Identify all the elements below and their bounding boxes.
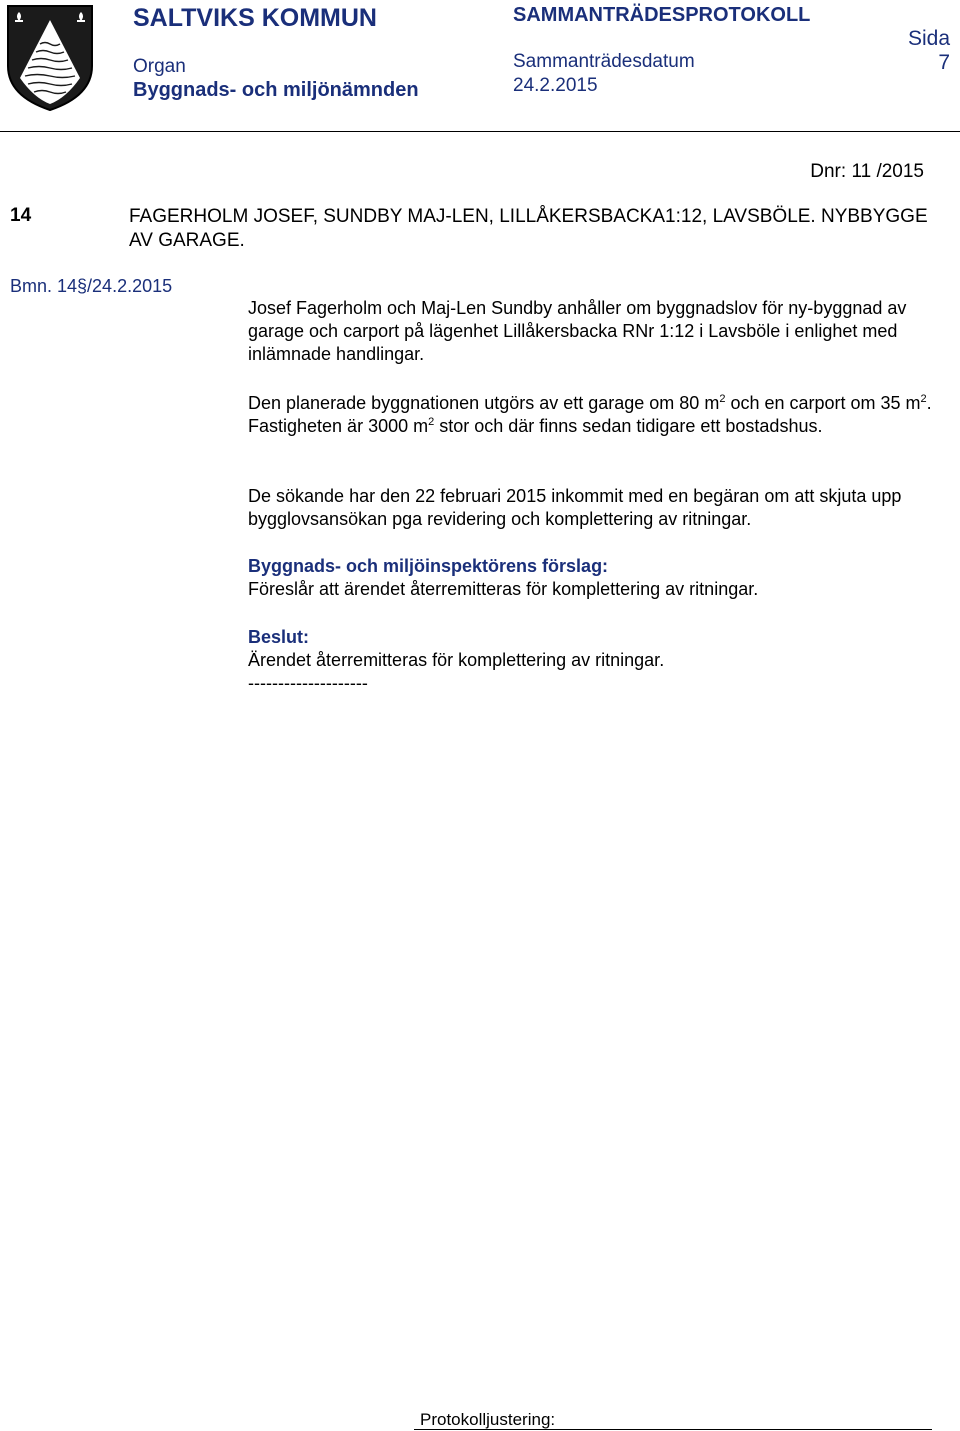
paragraph-property-text bbox=[248, 415, 938, 438]
paragraph-text: Josef Fagerholm och Maj-Len Sundby anhåller om byggnadslov för ny-byggnad av garage och carport på lägenhet Lillåkersbacka RNr 1:12 i Lavsböle i enlighet med inlämnade handlingar. bbox=[248, 298, 907, 364]
diary-number: Dnr: 11 /2015 bbox=[810, 161, 924, 182]
separator-line: -------------------- bbox=[248, 673, 368, 693]
page-label: Sida bbox=[907, 27, 950, 50]
organ-label: Organ bbox=[133, 56, 186, 77]
bmn-reference: Bmn. 14§/24.2.2015 bbox=[10, 276, 173, 296]
p3-b: stor och där finns sedan tidigare ett bostadshus. bbox=[434, 416, 823, 436]
meeting-date-value: 24.2.2015 bbox=[513, 75, 598, 96]
decision-text: Ärendet återremitteras för komplettering av ritningar. bbox=[248, 650, 665, 670]
decision-section bbox=[248, 626, 938, 695]
p2-c: . bbox=[926, 393, 932, 413]
proposal-heading: Byggnads- och miljöinspektörens förslag: bbox=[248, 556, 609, 576]
paragraph-building-text bbox=[248, 392, 938, 415]
paragraph-building bbox=[248, 392, 938, 438]
p3-a: Fastigheten är 3000 m bbox=[248, 416, 429, 436]
item-title: FAGERHOLM JOSEF, SUNDBY MAJ-LEN, LILLÅKERSBACKA1:12, LAVSBÖLE. NYBBYGGE AV GARAGE. bbox=[129, 206, 928, 251]
protocol-verification-label: Protokolljustering: bbox=[420, 1410, 556, 1429]
signature-line bbox=[414, 1429, 932, 1430]
paragraph-text: De sökande har den 22 februari 2015 inkommit med en begäran om att skjuta upp bygglovsansökan pga revidering och komplettering av ritningar. bbox=[248, 486, 902, 529]
municipality-name: SALTVIKS KOMMUN bbox=[133, 4, 377, 32]
p2-a: Den planerade byggnationen utgörs av ett garage om 80 m bbox=[248, 393, 720, 413]
proposal-section bbox=[248, 555, 938, 601]
item-number: 14 bbox=[10, 205, 32, 226]
meeting-date-label: Sammanträdesdatum bbox=[513, 51, 695, 72]
superscript: 2 bbox=[428, 416, 435, 428]
p2-b: och en carport om 35 m bbox=[725, 393, 921, 413]
header-divider bbox=[0, 131, 960, 132]
paragraph-application bbox=[248, 297, 938, 366]
organ-value: Byggnads- och miljönämnden bbox=[133, 79, 419, 101]
paragraph-postponement bbox=[248, 485, 938, 531]
decision-heading: Beslut: bbox=[248, 627, 310, 647]
coat-of-arms-icon bbox=[6, 4, 94, 112]
proposal-text: Föreslår att ärendet återremitteras för komplettering av ritningar. bbox=[248, 579, 759, 599]
page-number: 7 bbox=[938, 51, 950, 74]
superscript: 2 bbox=[719, 393, 726, 405]
document-type: SAMMANTRÄDESPROTOKOLL bbox=[513, 4, 811, 26]
superscript: 2 bbox=[920, 393, 927, 405]
